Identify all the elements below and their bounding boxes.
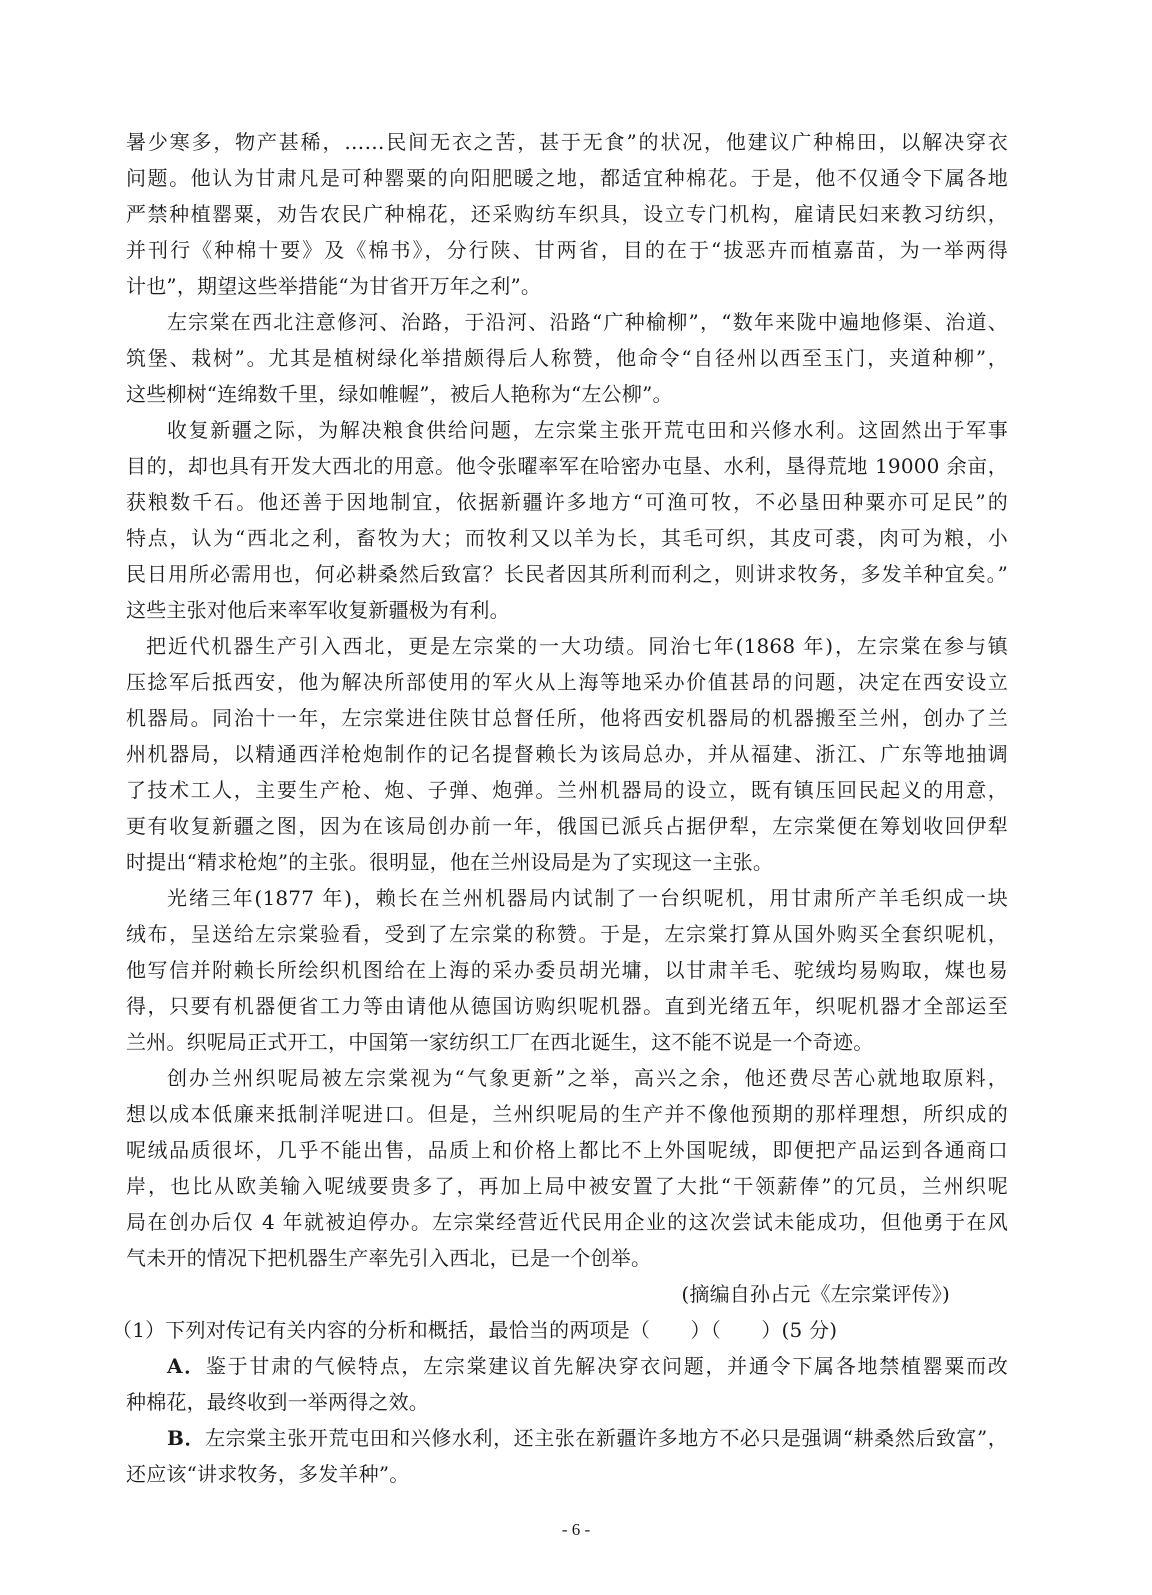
text-line: 时提出“精求枪炮”的主张。很明显，他在兰州设局是为了实现这一主张。 (126, 850, 774, 874)
text-line: 并刊行《种棉十要》及《棉书》，分行陕、甘两省，目的在于“拔恶卉而植嘉苗，为一举两得 (126, 238, 1008, 262)
text-line: 兰州。织呢局正式开工，中国第一家纺织工厂在西北诞生，这不能不说是一个奇迹。 (126, 1030, 874, 1054)
option-line (126, 1420, 1008, 1456)
text-line: 更有收复新疆之图，因为在该局创办前一年，俄国已派兵占据伊犁，左宗棠便在筹划收回伊犁 (126, 814, 1008, 838)
text-line: 左宗棠在西北注意修河、治路，于沿河、沿路“广种榆柳”，“数年来陇中遍地修渠、治道、 (167, 310, 1008, 334)
text-line: 岸，也比从欧美输入呢绒要贵多了，再加上局中被安置了大批“干领薪俸”的冗员，兰州织呢 (126, 1174, 1008, 1198)
text-line: 计也”，期望这些举措能“为甘省开万年之利”。 (126, 274, 542, 298)
paragraph (126, 628, 1008, 880)
text-line: 州机器局，以精通西洋枪炮制作的记名提督赖长为该局总办，并从福建、浙江、广东等地抽调 (126, 742, 1008, 766)
source-citation: (摘编自孙占元《左宗棠评传》) (681, 1282, 950, 1306)
text-line: 这些柳树“连绵数千里，绿如帷幄”，被后人艳称为“左公柳”。 (126, 382, 673, 406)
option-line: 还应该“讲求牧务，多发羊种”。 (126, 1462, 410, 1486)
option-b (126, 1420, 1008, 1492)
option-letter: A． (167, 1354, 206, 1378)
text-line: 获粮数千石。他还善于因地制宜，依据新疆许多地方“可渔可牧，不必垦田种粟亦可足民”的 (126, 490, 1008, 514)
question-stem: （1）下列对传记有关内容的分析和概括，最恰当的两项是（ ）（ ）(5 分) (112, 1318, 838, 1342)
paragraph (126, 124, 1008, 304)
text-line: 创办兰州织呢局被左宗棠视为“气象更新”之举，高兴之余，他还费尽苦心就地取原料， (167, 1066, 1008, 1090)
text-line: 把近代机器生产引入西北，更是左宗棠的一大功绩。同治七年(1868 年)，左宗棠在参与镇 (146, 634, 1008, 658)
text-line: 他写信并附赖长所绘织机图给在上海的采办委员胡光墉，以甘肃羊毛、驼绒均易购取，煤也易 (126, 958, 1008, 982)
text-line: 压捻军后抵西安，他为解决所部使用的军火从上海等地采办价值甚昂的问题，决定在西安设立 (126, 670, 1008, 694)
text-line: 目的，却也具有开发大西北的用意。他令张曜率军在哈密办屯垦、水利，垦得荒地 19000 余亩， (126, 454, 1008, 478)
paragraph (126, 412, 1008, 628)
text-line: 了技术工人，主要生产枪、炮、子弹、炮弹。兰州机器局的设立，既有镇压回民起义的用意， (126, 778, 1008, 802)
option-a (126, 1348, 1008, 1420)
text-line: 问题。他认为甘肃凡是可种罂粟的向阳肥暖之地，都适宜种棉花。于是，他不仅通令下属各地 (126, 166, 1008, 190)
page-number: - 6 - (561, 1520, 591, 1539)
text-line: 暑少寒多，物产甚稀，……民间无衣之苦，甚于无食”的状况，他建议广种棉田，以解决穿衣 (126, 130, 1008, 154)
option-text: 左宗棠主张开荒屯田和兴修水利，还主张在新疆许多地方不必只是强调“耕桑然后致富”， (205, 1426, 1009, 1450)
text-line: 局在创办后仅 4 年就被迫停办。左宗棠经营近代民用企业的这次尝试未能成功，但他勇于在风 (126, 1210, 1008, 1234)
text-line: 呢绒品质很坏，几乎不能出售，品质上和价格上都比不上外国呢绒，即便把产品运到各通商口 (126, 1138, 1008, 1162)
text-line: 得，只要有机器便省工力等由请他从德国访购织呢机器。直到光绪五年，织呢机器才全部运至 (126, 994, 1008, 1018)
paragraph (126, 1060, 1008, 1276)
question (112, 1312, 1009, 1492)
option-letter: B． (167, 1426, 206, 1450)
paragraph (126, 880, 1008, 1060)
text-line: 想以成本低廉来抵制洋呢进口。但是，兰州织呢局的生产并不像他预期的那样理想，所织成的 (126, 1102, 1008, 1126)
text-line: 严禁种植罂粟，劝告农民广种棉花，还采购纺车织具，设立专门机构，雇请民妇来教习纺织， (126, 202, 1008, 226)
text-line: 筑堡、栽树”。尤其是植树绿化举措颇得后人称赞，他命令“自径州以西至玉门，夹道种柳”， (126, 346, 1008, 370)
text-line: 民日用所必需用也，何必耕桑然后致富？长民者因其所利而利之，则讲求牧务，多发羊种宜矣。” (126, 562, 1008, 586)
text-line: 特点，认为“西北之利，畜牧为大；而牧利又以羊为长，其毛可织，其皮可裘，肉可为粮，小 (126, 526, 1008, 550)
text-line: 机器局。同治十一年，左宗棠进住陕甘总督任所，他将西安机器局的机器搬至兰州，创办了兰 (126, 706, 1008, 730)
text-line: 绒布，呈送给左宗棠验看，受到了左宗棠的称赞。于是，左宗棠打算从国外购买全套织呢机， (126, 922, 1008, 946)
option-line (126, 1348, 1008, 1384)
paragraph (126, 304, 1008, 412)
text-line: 收复新疆之际，为解决粮食供给问题，左宗棠主张开荒屯田和兴修水利。这固然出于军事 (167, 418, 1008, 442)
option-line: 种棉花，最终收到一举两得之效。 (126, 1390, 429, 1414)
option-text: 鉴于甘肃的气候特点，左宗棠建议首先解决穿衣问题，并通令下属各地禁植罂粟而改 (205, 1354, 1008, 1378)
document-body (112, 124, 1009, 1492)
text-line: 光绪三年(1877 年)，赖长在兰州机器局内试制了一台织呢机，用甘肃所产羊毛织成一块 (167, 886, 1008, 910)
text-line: 这些主张对他后来率军收复新疆极为有利。 (126, 598, 510, 622)
text-line: 气未开的情况下把机器生产率先引入西北，已是一个创举。 (126, 1246, 652, 1270)
